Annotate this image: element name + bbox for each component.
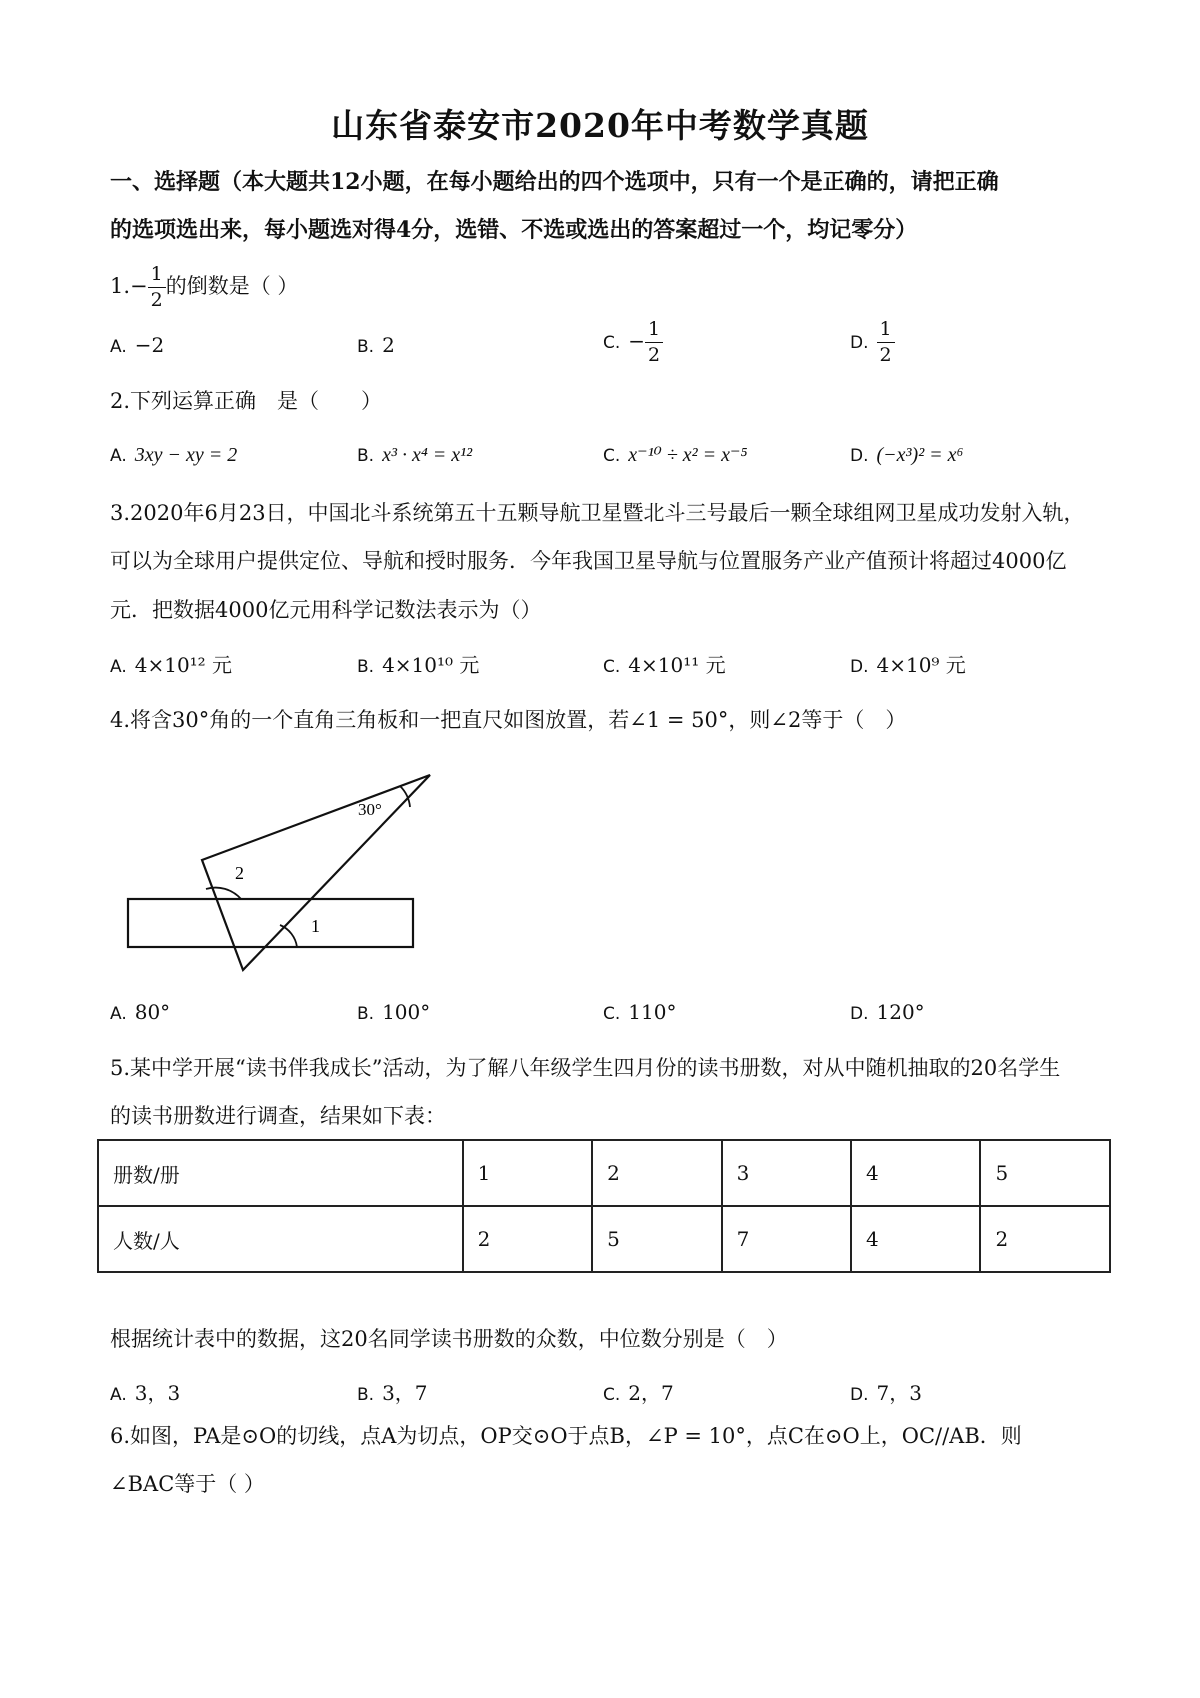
question-5-option-a[interactable]: A. 3，3 [110, 1381, 181, 1405]
question-3-option-d[interactable]: D. 4×10⁹ 元 [850, 653, 966, 677]
question-6-line-2: ∠BAC等于（ ） [110, 1472, 265, 1496]
triangle-ruler-figure [110, 765, 450, 985]
section-instructions-line-2: 的选项选出来，每小题选对得4分，选错、不选或选出的答案超过一个，均记零分） [110, 217, 918, 243]
table-cell: 1 [463, 1140, 592, 1206]
fraction-one-half: $\frac{1}{2}$ [148, 265, 166, 310]
question-5-line-2: 的读书册数进行调查，结果如下表： [110, 1104, 446, 1128]
question-5-option-b[interactable]: B. 3，7 [357, 1381, 428, 1405]
angle-30-label: 30° [358, 800, 382, 819]
question-4-option-a[interactable]: A. 80° [110, 1000, 171, 1024]
table-cell: 5 [980, 1140, 1110, 1206]
question-5-option-d[interactable]: D. 7，3 [850, 1381, 922, 1405]
table-cell: 5 [592, 1206, 721, 1272]
question-2-option-b[interactable]: B. x³ · x⁴ = x¹² [357, 444, 473, 466]
question-6-line-1: 6.如图，PA是⊙O的切线，点A为切点，OP交⊙O于点B，∠P = 10°，点C在⊙O上，OC//AB．则 [110, 1424, 1022, 1448]
question-4-option-d[interactable]: D. 120° [850, 1000, 925, 1024]
question-2-option-d[interactable]: D. (−x³)² = x⁶ [850, 444, 964, 466]
table-row [98, 1140, 1110, 1206]
question-2-option-c[interactable]: C. x⁻¹⁰ ÷ x² = x⁻⁵ [603, 444, 748, 466]
question-4-option-c[interactable]: C. 110° [603, 1000, 677, 1024]
question-2-option-a[interactable]: A. 3xy − xy = 2 [110, 444, 238, 466]
question-1-option-b[interactable]: B. 2 [357, 333, 395, 357]
angle-2-arc [206, 888, 241, 899]
reading-survey-table [97, 1139, 1111, 1273]
question-5-line-1: 5.某中学开展“读书伴我成长”活动，为了解八年级学生四月份的读书册数，对从中随机抽取的20名学生 [110, 1056, 1061, 1080]
table-cell: 7 [722, 1206, 851, 1272]
question-1-stem-tail: 的倒数是（ ） [165, 274, 299, 298]
question-3-option-a[interactable]: A. 4×10¹² 元 [110, 653, 233, 677]
question-3-option-c[interactable]: C. 4×10¹¹ 元 [603, 653, 726, 677]
question-1-option-c[interactable]: C. − $\frac{1}{2}$ [603, 320, 663, 365]
question-1-option-a[interactable]: A. −2 [110, 333, 165, 357]
table-row [98, 1206, 1110, 1272]
table-cell: 4 [851, 1206, 980, 1272]
section-instructions-line-1: 一、选择题（本大题共12小题，在每小题给出的四个选项中，只有一个是正确的，请把正确 [110, 169, 999, 195]
question-3-line-3: 元．把数据4000亿元用科学记数法表示为（） [110, 598, 542, 622]
table-cell: 人数/人 [98, 1206, 463, 1272]
question-1-option-d[interactable]: D. $\frac{1}{2}$ [850, 320, 895, 365]
table-cell: 2 [463, 1206, 592, 1272]
question-1-number: 1. [110, 274, 131, 298]
question-3-line-1: 3.2020年6月23日，中国北斗系统第五十五颗导航卫星暨北斗三号最后一颗全球组网卫星成功发射入轨， [110, 501, 1085, 525]
angle-1-label: 1 [311, 916, 320, 936]
question-5-option-c[interactable]: C. 2，7 [603, 1381, 674, 1405]
question-3-option-b[interactable]: B. 4×10¹⁰ 元 [357, 653, 480, 677]
question-4-stem: 4.将含30°角的一个直角三角板和一把直尺如图放置，若∠1 = 50°，则∠2等于（ ） [110, 708, 907, 732]
question-2-stem: 2.下列运算正确 是（ ） [110, 389, 383, 413]
question-1-stem: 1.− $\frac{1}{2}$ 的倒数是（ ） [110, 263, 299, 311]
table-cell: 册数/册 [98, 1140, 463, 1206]
table-cell: 3 [722, 1140, 851, 1206]
page-title: 山东省泰安市2020年中考数学真题 [331, 106, 869, 145]
question-3-line-2: 可以为全球用户提供定位、导航和授时服务．今年我国卫星导航与位置服务产业产值预计将超过4000亿 [110, 549, 1067, 573]
question-4-option-b[interactable]: B. 100° [357, 1000, 431, 1024]
angle-2-label: 2 [235, 863, 244, 883]
table-cell: 4 [851, 1140, 980, 1206]
table-cell: 2 [592, 1140, 721, 1206]
table-cell: 2 [980, 1206, 1110, 1272]
question-5-after-table: 根据统计表中的数据，这20名同学读书册数的众数，中位数分别是（ ） [110, 1327, 788, 1351]
